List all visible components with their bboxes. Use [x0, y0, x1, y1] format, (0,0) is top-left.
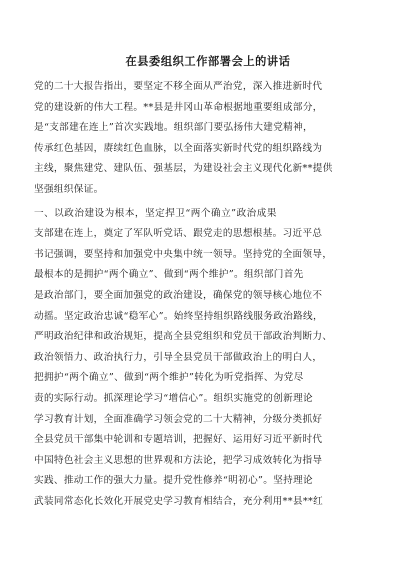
paragraph-line: 坚强组织保证。 — [34, 183, 104, 195]
paragraph-line: 主线，聚焦建党、建队伍、强基层，为建设社会主义现代化新**提供 — [34, 163, 333, 175]
paragraph-line: 是政治部门，要全面加强党的政治建设，确保党的领导核心地位不 — [34, 289, 323, 301]
paragraph-line: 政治领悟力、政治执行力，引导全县党员干部做政治上的明白人， — [34, 351, 323, 363]
paragraph-line: 中国特色社会主义思想的世界观和方法论，把学习成效转化为指导 — [34, 454, 323, 466]
paragraph-line: 把拥护“两个确立”、做到“两个维护”转化为听党指挥、为党尽 — [34, 372, 304, 384]
paragraph-line: 最根本的是拥护“两个确立”、做到“两个维护”。组织部门首先 — [34, 269, 304, 281]
paragraph-line: 动摇。坚定政治忠诚“稳军心”。始终坚持组织路线服务政治路线， — [34, 310, 323, 322]
paragraph-line: 武装同常态化长效化开展党史学习教育相结合，充分利用**县**红 — [34, 495, 324, 507]
paragraph-line: 全县党员干部集中轮训和专题培训，把握好、运用好习近平新时代 — [34, 434, 323, 446]
paragraph-line: 是“支部建在连上”首次实践地。组织部门要弘扬伟大建党精神， — [34, 122, 313, 134]
paragraph-line: 学习教育计划，全面准确学习领会党的二十大精神，分级分类抓好 — [34, 413, 323, 425]
section-heading: 一、以政治建设为根本，坚定捍卫“两个确立”政治成果 — [34, 207, 277, 219]
paragraph-line: 支部建在连上，奠定了军队听党话、跟党走的思想根基。习近平总 — [34, 228, 323, 240]
paragraph-line: 实践、推动工作的强大力量。提升党性修养“明初心”。坚持理论 — [34, 475, 313, 487]
document-title: 在县委组织工作部署会上的讲话 — [125, 54, 291, 68]
paragraph-line: 书记强调，要坚持和加强党中央集中统一领导。坚持党的全面领导， — [34, 248, 333, 260]
paragraph-line: 党的建设新的伟大工程。**县是井冈山革命根据地重要组成部分， — [34, 101, 323, 113]
paragraph-line: 党的二十大报告指出，要坚定不移全面从严治党，深入推进新时代 — [34, 81, 323, 92]
paragraph-line: 严明政治纪律和政治规矩，提高全县党组织和党员干部政治判断力、 — [34, 331, 333, 343]
paragraph-line: 传承红色基因，赓续红色血脉，以全面落实新时代党的组织路线为 — [34, 142, 323, 154]
paragraph-line: 责的实际行动。抓深理论学习“增信心”。组织实施党的创新理论 — [34, 392, 313, 404]
